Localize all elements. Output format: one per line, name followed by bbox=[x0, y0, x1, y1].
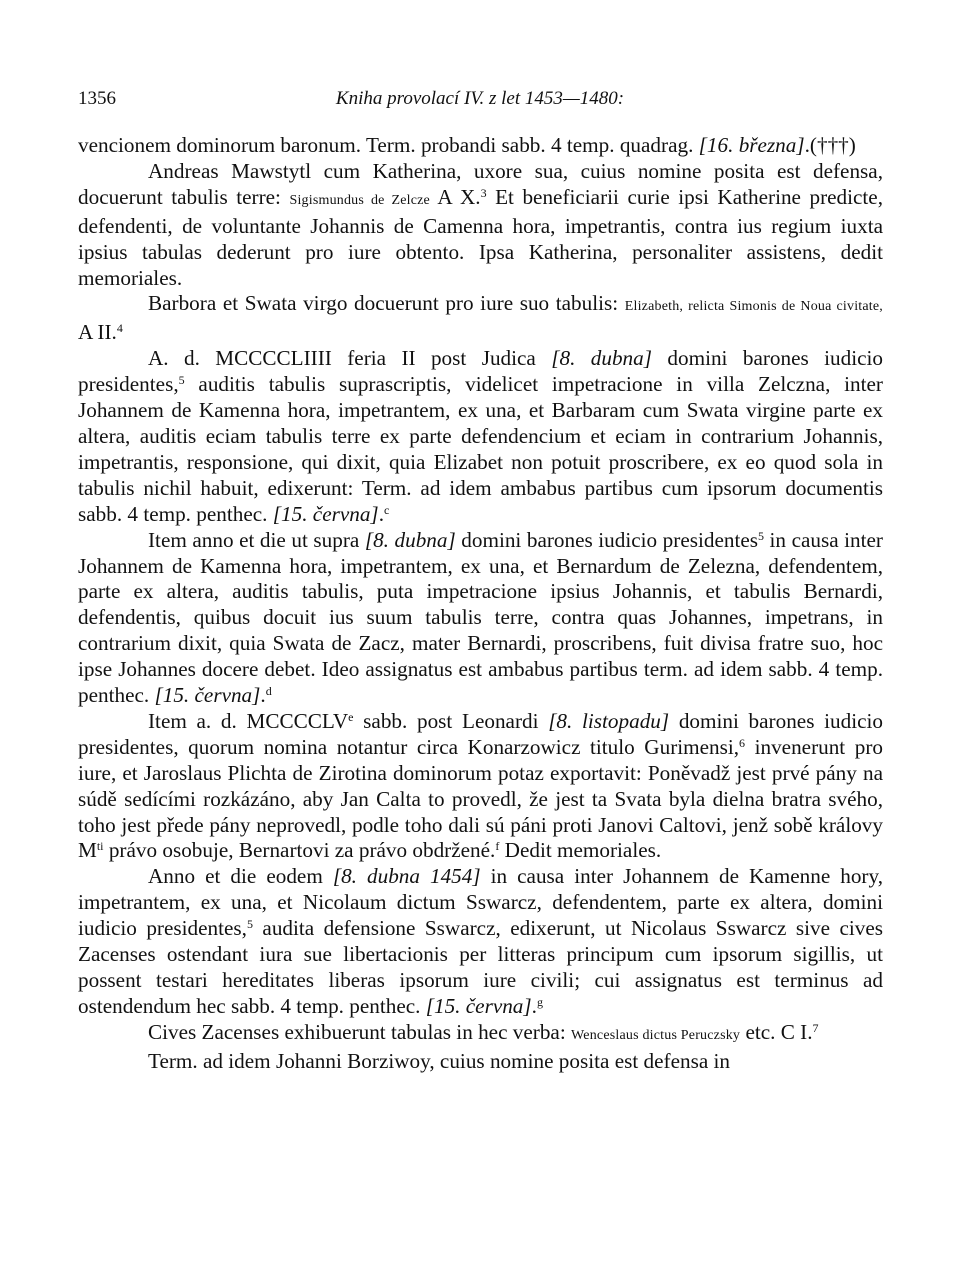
footnote-marker: 5 bbox=[178, 373, 185, 388]
text-run: A X. bbox=[429, 184, 481, 209]
text-run: auditis tabulis suprascriptis, videlicet impetracione in villa Zelczna, inter Johannem de Kamenna hora, impetrantem, ex una, et Barbaram cum Swata virgine parte ex altera, auditis eciam tabulis terre ex parte defendencium et eciam in contrarium Johannis, impetrantis, responsione, qui dixit, quia Elizabet non potuit proscribere, ex eo quod sola in tabulis nichil habuit, edixerunt: Term. ad idem ambabus partibus cum ipsorum documentis sabb. 4 temp. penthec. bbox=[78, 372, 883, 526]
date-annotation: [15. června] bbox=[154, 683, 261, 708]
paragraph-p2 bbox=[78, 159, 883, 292]
text-run: Item anno et die ut supra bbox=[148, 527, 365, 552]
text-run: Cives Zacenses exhibuerunt tabulas in hec verba: bbox=[148, 1019, 572, 1044]
text-run: Andreas Mawstytl cum Katherina, uxore sua, cuius nomine posita est defensa, docuerunt tabulis terre: bbox=[78, 158, 883, 209]
date-annotation: [8. listopadu] bbox=[548, 708, 670, 733]
footnote-marker: 5 bbox=[246, 917, 253, 932]
footnote-marker: 6 bbox=[739, 735, 746, 750]
text-run: in causa inter Johannem de Kamenna hora, impetrantem, ex una, et Bernardum de Zelezna, defendentem, parte ex altera, auditis tabulis, puta impetracione ipsius Johannis, et tabulis Bernardi, defendentis, quibus docuit ius suum tabulis terre, contra quas Johannes, impetrans, in contrarium dixit, quia Swata de Zacz, mater Bernardi, proscribens, fuit divisa fratre suo, hoc ipse Johannes docere debet. Ideo assignatus est ambabus partibus term. ad idem sabb. 4 temp. penthec. bbox=[78, 527, 883, 708]
text-run: právo osobuje, Bernartovi za právo obdržené. bbox=[103, 838, 496, 863]
text-run: audita defensione Sswarcz, edixerunt, ut Nicolaus Sswarcz sive cives Zacenses ostendant iura sue libertacionis per litteras principum cum ipsorum sigillis, ut possent testari hereditates liberas ipsorum iure civili; cui assignatus est terminus ad ostendendum hec sabb. 4 temp. penthec. bbox=[78, 916, 883, 1018]
text-run: vencionem dominorum baronum. Term. probandi sabb. 4 temp. quadrag. bbox=[78, 133, 699, 157]
date-annotation: [15. června] bbox=[272, 501, 379, 526]
text-run: .(†††) bbox=[804, 133, 856, 157]
date-annotation: [8. dubna 1454] bbox=[332, 864, 481, 889]
footnote-marker: g bbox=[536, 994, 543, 1009]
date-annotation: [15. června] bbox=[425, 993, 532, 1018]
text-run: . bbox=[260, 683, 266, 708]
record-citation: Sigismundus de Zelcze bbox=[289, 192, 430, 208]
text-run: Barbora et Swata virgo docuerunt pro iure suo tabulis: bbox=[148, 291, 625, 316]
footnote-marker: 5 bbox=[758, 528, 764, 543]
text-run: domini barones iudicio presidentes, bbox=[78, 346, 883, 397]
footnote-marker: f bbox=[495, 839, 500, 854]
text-run: Anno et die eodem bbox=[148, 864, 333, 889]
paragraph-p8 bbox=[78, 1020, 883, 1049]
text-run: Item a. d. MCCCCLV bbox=[148, 708, 349, 733]
text-run: domini barones iudicio presidentes bbox=[455, 527, 758, 552]
text-run: invenerunt pro iure, et Jaroslaus Plichta de Zirotina dominorum potaz exportavit: Poněvadž jest prvé pány na súdě sedícími rozkázáno, aby Jan Calta to provedl, že jest ta Svata byla dielna bratra svého, toho jest přede pány neprovedl, podle toho dali sú páni proti Janovi Caltovi, jenž sobě královy M bbox=[78, 734, 883, 863]
record-citation: Elizabeth, relicta Simonis de Noua civitate, bbox=[624, 299, 884, 315]
running-title: Kniha provolací IV. z let 1453—1480: bbox=[335, 88, 625, 109]
text-run: A II. bbox=[78, 320, 117, 345]
text-run: domini barones iudicio presidentes, quorum nomina notantur circa Konarzowicz titulo Gurimensi, bbox=[78, 708, 883, 759]
running-head bbox=[78, 88, 882, 114]
page-number: 1356 bbox=[78, 88, 116, 109]
paragraph-p3 bbox=[78, 291, 883, 346]
text-run: etc. C I. bbox=[740, 1019, 813, 1044]
footnote-marker: 7 bbox=[812, 1020, 819, 1035]
date-annotation: [8. dubna] bbox=[551, 346, 652, 371]
text-run: A. d. MCCCCLIIII feria II post Judica bbox=[148, 346, 552, 371]
footnote-marker: d bbox=[265, 684, 272, 699]
body-text bbox=[78, 133, 883, 1075]
paragraph-p1 bbox=[78, 133, 883, 159]
text-run: in causa inter Johannem de Kamenne hory, impetrantem, ex una, et Nicolaum dictum Sswarcz, defendentem, parte ex altera, domini iudicio presidentes, bbox=[78, 864, 884, 941]
footnote-marker: e bbox=[348, 709, 354, 724]
text-run: . bbox=[378, 501, 384, 526]
paragraph-p6 bbox=[78, 709, 883, 864]
text-run: . bbox=[531, 993, 537, 1018]
paragraph-p7 bbox=[78, 864, 883, 1019]
text-run: Dedit memoriales. bbox=[499, 838, 662, 863]
footnote-marker: ti bbox=[96, 839, 104, 854]
record-citation: Wenceslaus dictus Peruczsky bbox=[571, 1027, 741, 1043]
text-run: Term. ad idem Johanni Borziwoy, cuius nomine posita est defensa in bbox=[148, 1048, 731, 1073]
footnote-marker: 4 bbox=[116, 321, 123, 336]
paragraph-p4 bbox=[78, 346, 883, 527]
footnote-marker: 3 bbox=[480, 185, 487, 200]
paragraph-p9 bbox=[78, 1049, 883, 1075]
date-annotation: [8. dubna] bbox=[364, 527, 456, 552]
footnote-marker: c bbox=[383, 502, 390, 517]
paragraph-p5 bbox=[78, 528, 883, 709]
text-run: sabb. post Leonardi bbox=[353, 708, 549, 733]
text-run: Et beneficiarii curie ipsi Katherine predicte, defendenti, de voluntante Johannis de Camenna hora, impetrantis, contra ius regium iuxta ipsius tabulas dederunt pro iure obtento. Ipsa Katherina, personaliter assistens, dedit memoriales. bbox=[78, 184, 884, 290]
date-annotation: [16. března] bbox=[698, 133, 805, 157]
